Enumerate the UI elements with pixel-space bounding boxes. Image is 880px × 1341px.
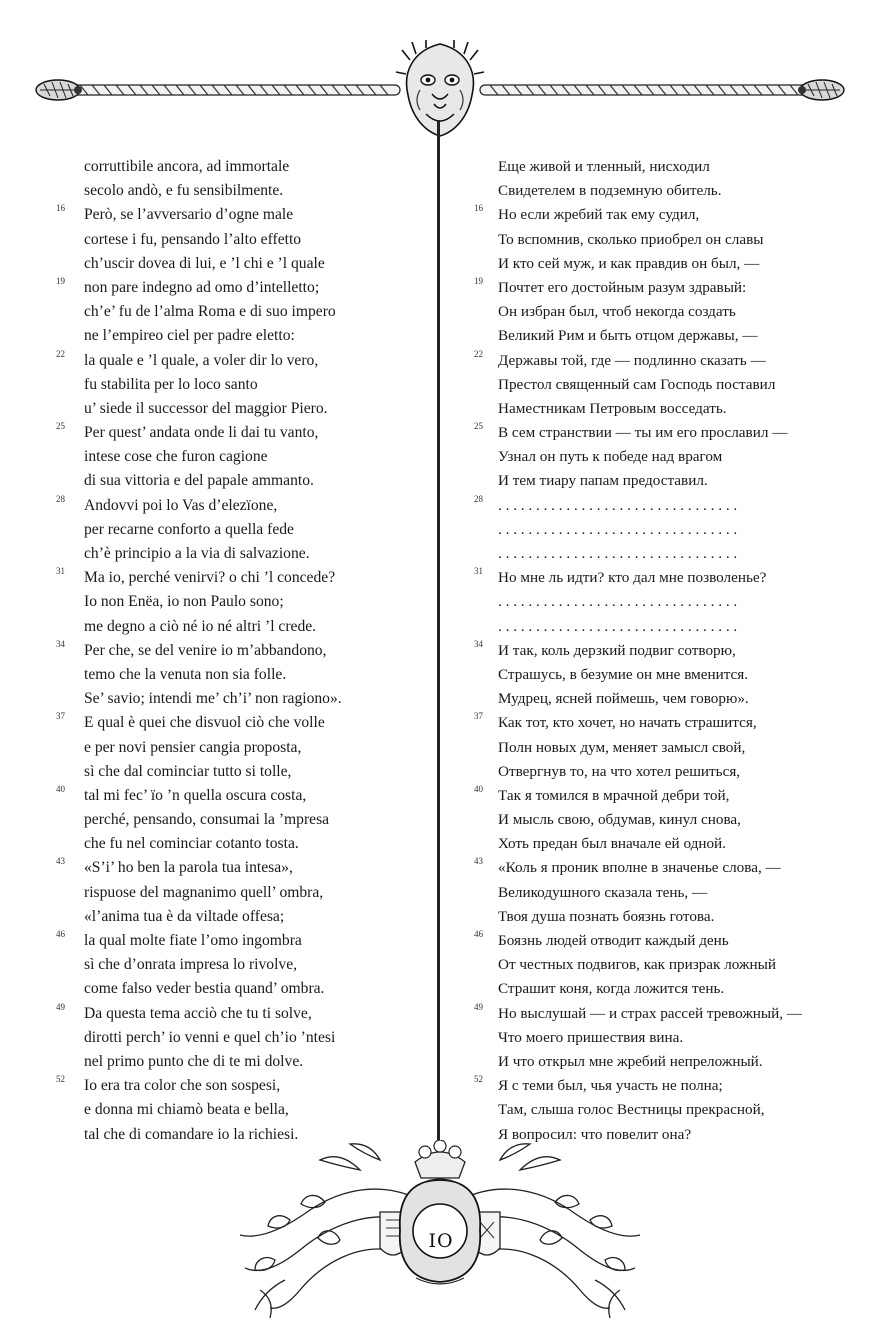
verse-line <box>56 179 416 203</box>
rope-bar-right <box>480 85 810 95</box>
verse-text: «Коль я проник вполне в значенье слова, — <box>498 859 781 877</box>
verse-text: «l’anima tua è da viltade offesa; <box>84 907 285 925</box>
verse-text: per recarne conforto a quella fede <box>84 520 294 538</box>
verse-text: Там, слыша голос Вестницы прекрасной, <box>498 1101 765 1119</box>
flower-basket-icon <box>415 1140 465 1178</box>
verse-text: e per novi pensier cangia proposta, <box>84 738 302 756</box>
verse-number: 28 <box>474 493 483 504</box>
verse-text: Ma io, perché venirvi? o chi ’l concede? <box>84 569 336 587</box>
verse-line <box>56 445 416 469</box>
verse-text: Но мне ль идти? кто дал мне позволенье? <box>498 569 767 587</box>
verse-line <box>56 808 416 832</box>
verse-line <box>56 469 416 493</box>
verse-line <box>56 711 416 735</box>
verse-line <box>56 953 416 977</box>
verse-line <box>474 155 854 179</box>
verse-text: Так я томился в мрачной дебри той, <box>498 786 730 804</box>
verse-number: 34 <box>474 638 483 649</box>
verse-line <box>56 687 416 711</box>
verse-text: tal che di comandare io la richiesi. <box>84 1125 299 1143</box>
verse-line <box>474 518 854 542</box>
verse-line <box>474 808 854 832</box>
verse-text: la quale e ’l quale, a voler dir lo vero, <box>84 351 319 369</box>
verse-text: И так, коль дерзкий подвиг сотворю, <box>498 641 736 659</box>
verse-text: От честных подвигов, как призрак ложный <box>498 956 776 974</box>
verse-line <box>474 736 854 760</box>
lion-mask-icon <box>396 40 484 136</box>
verse-line <box>56 881 416 905</box>
verse-line <box>56 1074 416 1098</box>
verse-line <box>56 1002 416 1026</box>
verse-line <box>474 881 854 905</box>
verse-number: 22 <box>474 348 483 359</box>
italian-text-column <box>56 155 416 1147</box>
verse-line <box>474 276 854 300</box>
verse-text: sì che dal cominciar tutto si tolle, <box>84 762 292 780</box>
verse-line <box>474 566 854 590</box>
verse-number: 40 <box>56 783 65 794</box>
verse-text: И кто сей муж, и как правдив он был, — <box>498 254 760 272</box>
verse-text: Еще живой и тленный, нисходил <box>498 158 710 175</box>
verse-line <box>474 784 854 808</box>
verse-text: Se’ savio; intendi me’ ch’i’ non ragiono». <box>84 690 342 708</box>
verse-text: secolo andò, e fu sensibilmente. <box>84 182 284 200</box>
verse-text: dirotti perch’ io venni e quel ch’io ’ntesi <box>84 1028 336 1046</box>
verse-number: 46 <box>56 929 65 939</box>
verse-line <box>474 590 854 614</box>
verse-line <box>56 300 416 324</box>
verse-line <box>56 421 416 445</box>
verse-text: tal mi fec’ ïo ’n quella oscura costa, <box>84 786 307 804</box>
verse-line <box>474 445 854 469</box>
verse-text: Я с теми был, чья участь не полна; <box>498 1077 723 1095</box>
verse-line <box>56 203 416 227</box>
verse-line <box>474 373 854 397</box>
verse-number: 31 <box>474 566 483 577</box>
verse-line <box>56 324 416 348</box>
verse-text: Почтет его достойным разум здравый: <box>498 278 747 296</box>
verse-text: Страшит коня, когда ложится тень. <box>498 980 725 998</box>
verse-text: . . . . . . . . . . . . . . . . . . . . . . . . . . . . . . . . <box>498 520 738 538</box>
verse-text: rispuose del magnanimo quell’ ombra, <box>84 883 324 901</box>
verse-text: Da questa tema acciò che tu ti solve, <box>84 1004 312 1022</box>
verse-number: 52 <box>56 1074 65 1085</box>
verse-line <box>56 566 416 590</box>
verse-line <box>56 760 416 784</box>
verse-text: temo che la venuta non sia folle. <box>84 665 287 683</box>
left-finial <box>36 80 82 100</box>
verse-number: 16 <box>56 203 65 214</box>
verse-line <box>474 856 854 880</box>
verse-text: Per quest’ andata onde li dai tu vanto, <box>84 424 319 442</box>
verse-line <box>474 349 854 373</box>
verse-text: di sua vittoria e del papale ammanto. <box>84 472 314 490</box>
verse-line <box>474 905 854 929</box>
verse-text: ch’è principio a la via di salvazione. <box>84 545 310 562</box>
verse-text: Твоя душа познать боязнь готова. <box>498 907 715 925</box>
verse-line <box>56 905 416 929</box>
verse-text: ch’e’ fu de l’alma Roma e di suo impero <box>84 303 336 321</box>
verse-line <box>56 542 416 566</box>
verse-text: intese cose che furon cagione <box>84 448 268 466</box>
verse-text: «S’i’ ho ben la parola tua intesa», <box>84 859 293 877</box>
verse-line <box>56 736 416 760</box>
verse-text: Державы той, где — подлинно сказать — <box>498 351 766 369</box>
russian-text-column <box>474 155 854 1147</box>
verse-number: 37 <box>56 711 65 722</box>
verse-text: Престол священный сам Господь поставил <box>498 375 776 393</box>
verse-text: Хоть предан был вначале ей одной. <box>498 835 726 853</box>
column-divider-rule <box>437 120 440 1170</box>
verse-text: Io era tra color che son sospesi, <box>84 1077 281 1095</box>
verse-line <box>474 687 854 711</box>
verse-text: То вспомнив, сколько приобрел он славы <box>498 230 764 248</box>
verse-line <box>474 421 854 445</box>
verse-line <box>56 373 416 397</box>
verse-text: Però, se l’avversario d’ogne male <box>84 206 294 224</box>
verse-line <box>56 518 416 542</box>
verse-line <box>56 977 416 1001</box>
verse-line <box>474 929 854 953</box>
verse-line <box>56 929 416 953</box>
rope-bar-left <box>70 85 400 95</box>
verse-text: В сем странствии — ты им его прославил — <box>498 424 788 442</box>
verse-line <box>474 832 854 856</box>
verse-line <box>56 784 416 808</box>
verse-text: me degno a ciò né io né altri ’l crede. <box>84 617 317 635</box>
verse-text: Отвергнув то, на что хотел решиться, <box>498 762 741 780</box>
verse-line <box>474 203 854 227</box>
verse-text: И мысль свою, обдумав, кинул снова, <box>498 811 741 829</box>
verse-text: Страшусь, в безумие он мне вменится. <box>498 665 749 683</box>
verse-number: 16 <box>474 203 483 214</box>
verse-text: Свидетелем в подземную обитель. <box>498 182 722 200</box>
verse-line <box>474 953 854 977</box>
verse-text: ch’uscir dovea di lui, e ’l chi e ’l quale <box>84 254 325 272</box>
verse-line <box>56 639 416 663</box>
verse-text: che fu nel cominciar cotanto tosta. <box>84 835 299 853</box>
verse-line <box>474 397 854 421</box>
verse-line <box>56 494 416 518</box>
verse-line <box>56 276 416 300</box>
verse-line <box>56 1026 416 1050</box>
verse-line <box>56 349 416 373</box>
verse-text: corruttibile ancora, ad immortale <box>84 158 290 175</box>
verse-text: И что открыл мне жребий непреложный. <box>498 1052 763 1070</box>
verse-line <box>474 639 854 663</box>
verse-text: Как тот, кто хочет, но начать страшится, <box>498 714 757 732</box>
verse-line <box>56 155 416 179</box>
verse-text: non pare indegno ad omo d’intelletto; <box>84 278 320 296</box>
verse-line <box>56 228 416 252</box>
verse-text: perché, pensando, consumai la ’mpresa <box>84 811 330 829</box>
verse-line <box>474 542 854 566</box>
verse-text: . . . . . . . . . . . . . . . . . . . . . . . . . . . . . . . . <box>498 617 738 635</box>
verse-line <box>474 1002 854 1026</box>
verse-line <box>474 494 854 518</box>
verse-line <box>56 1098 416 1122</box>
verse-text: come falso veder bestia quand’ ombra. <box>84 980 325 998</box>
verse-number: 49 <box>474 1001 483 1012</box>
verse-line <box>474 324 854 348</box>
verse-text: Но если жребий так ему судил, <box>498 206 700 224</box>
verse-line <box>56 663 416 687</box>
verse-text: Но выслушай — и страх рассей тревожный, — <box>498 1004 803 1022</box>
verse-number: 34 <box>56 638 65 649</box>
verse-number: 22 <box>56 348 65 359</box>
verse-line <box>474 1026 854 1050</box>
verse-text: Per che, se del venire io m’abbandono, <box>84 641 327 659</box>
verse-line <box>56 590 416 614</box>
right-finial <box>798 80 844 100</box>
verse-number: 28 <box>56 493 65 504</box>
verse-line <box>56 252 416 276</box>
verse-line <box>474 760 854 784</box>
verse-number: 52 <box>474 1074 483 1085</box>
verse-number: 43 <box>56 856 65 867</box>
verse-text: Великий Рим и быть отцом державы, — <box>498 327 758 345</box>
verse-number: 40 <box>474 783 483 794</box>
verse-text: Великодушного сказала тень, — <box>498 883 708 901</box>
verse-line <box>474 252 854 276</box>
verse-line <box>56 397 416 421</box>
verse-text: Andovvi poi lo Vas d’elezïone, <box>84 496 278 514</box>
page-number: IO <box>428 1230 454 1252</box>
verse-text: И тем тиару папам предоставил. <box>498 472 708 490</box>
verse-text: Io non Enëa, io non Paulo sono; <box>84 593 284 611</box>
verse-line <box>474 663 854 687</box>
verse-number: 46 <box>474 929 483 939</box>
verse-number: 19 <box>56 275 65 286</box>
verse-number: 31 <box>56 566 65 577</box>
verse-text: sì che d’onrata impresa lo rivolve, <box>84 956 298 974</box>
verse-number: 25 <box>474 421 483 432</box>
verse-line <box>56 615 416 639</box>
verse-line <box>474 179 854 203</box>
verse-text: la qual molte fiate l’omo ingombra <box>84 932 302 949</box>
verse-line <box>56 832 416 856</box>
verse-text: . . . . . . . . . . . . . . . . . . . . . . . . . . . . . . . . <box>498 496 738 514</box>
verse-text: cortese i fu, pensando l’alto effetto <box>84 230 302 248</box>
verse-line <box>474 711 854 735</box>
verse-text: nel primo punto che di te mi dolve. <box>84 1052 304 1070</box>
verse-text: Что моего пришествия вина. <box>498 1028 684 1046</box>
verse-number: 37 <box>474 711 483 722</box>
verse-line <box>474 228 854 252</box>
verse-text: ne l’empireo ciel per padre eletto: <box>84 327 295 345</box>
verse-line <box>474 615 854 639</box>
verse-line <box>474 1098 854 1122</box>
verse-text: Наместникам Петровым восседать. <box>498 399 727 417</box>
verse-line <box>56 1050 416 1074</box>
verse-line <box>474 469 854 493</box>
verse-line <box>474 1074 854 1098</box>
verse-text: Полн новых дум, меняет замысл свой, <box>498 738 746 756</box>
verse-text: e donna mi chiamò beata e bella, <box>84 1101 289 1119</box>
verse-text: Боязнь людей отводит каждый день <box>498 932 729 949</box>
verse-number: 19 <box>474 275 483 286</box>
verse-text: . . . . . . . . . . . . . . . . . . . . . . . . . . . . . . . . <box>498 593 738 611</box>
top-lion-ornament <box>30 40 850 140</box>
verse-text: Мудрец, ясней поймешь, чем говорю». <box>498 690 749 708</box>
verse-number: 43 <box>474 856 483 867</box>
verse-text: Узнал он путь к победе над врагом <box>498 448 723 466</box>
verse-text: u’ siede il successor del maggior Piero. <box>84 399 328 417</box>
verse-number: 25 <box>56 421 65 432</box>
verse-line <box>474 1050 854 1074</box>
verse-text: fu stabilita per lo loco santo <box>84 375 258 393</box>
verse-number: 49 <box>56 1001 65 1012</box>
verse-line <box>474 300 854 324</box>
verse-text: Он избран был, чтоб некогда создать <box>498 303 736 321</box>
verse-text: . . . . . . . . . . . . . . . . . . . . . . . . . . . . . . . . <box>498 545 738 562</box>
verse-text: E qual è quei che disvuol ciò che volle <box>84 714 325 732</box>
verse-line <box>56 856 416 880</box>
verse-line <box>474 977 854 1001</box>
verse-text: Я вопросил: что повелит она? <box>498 1125 692 1143</box>
